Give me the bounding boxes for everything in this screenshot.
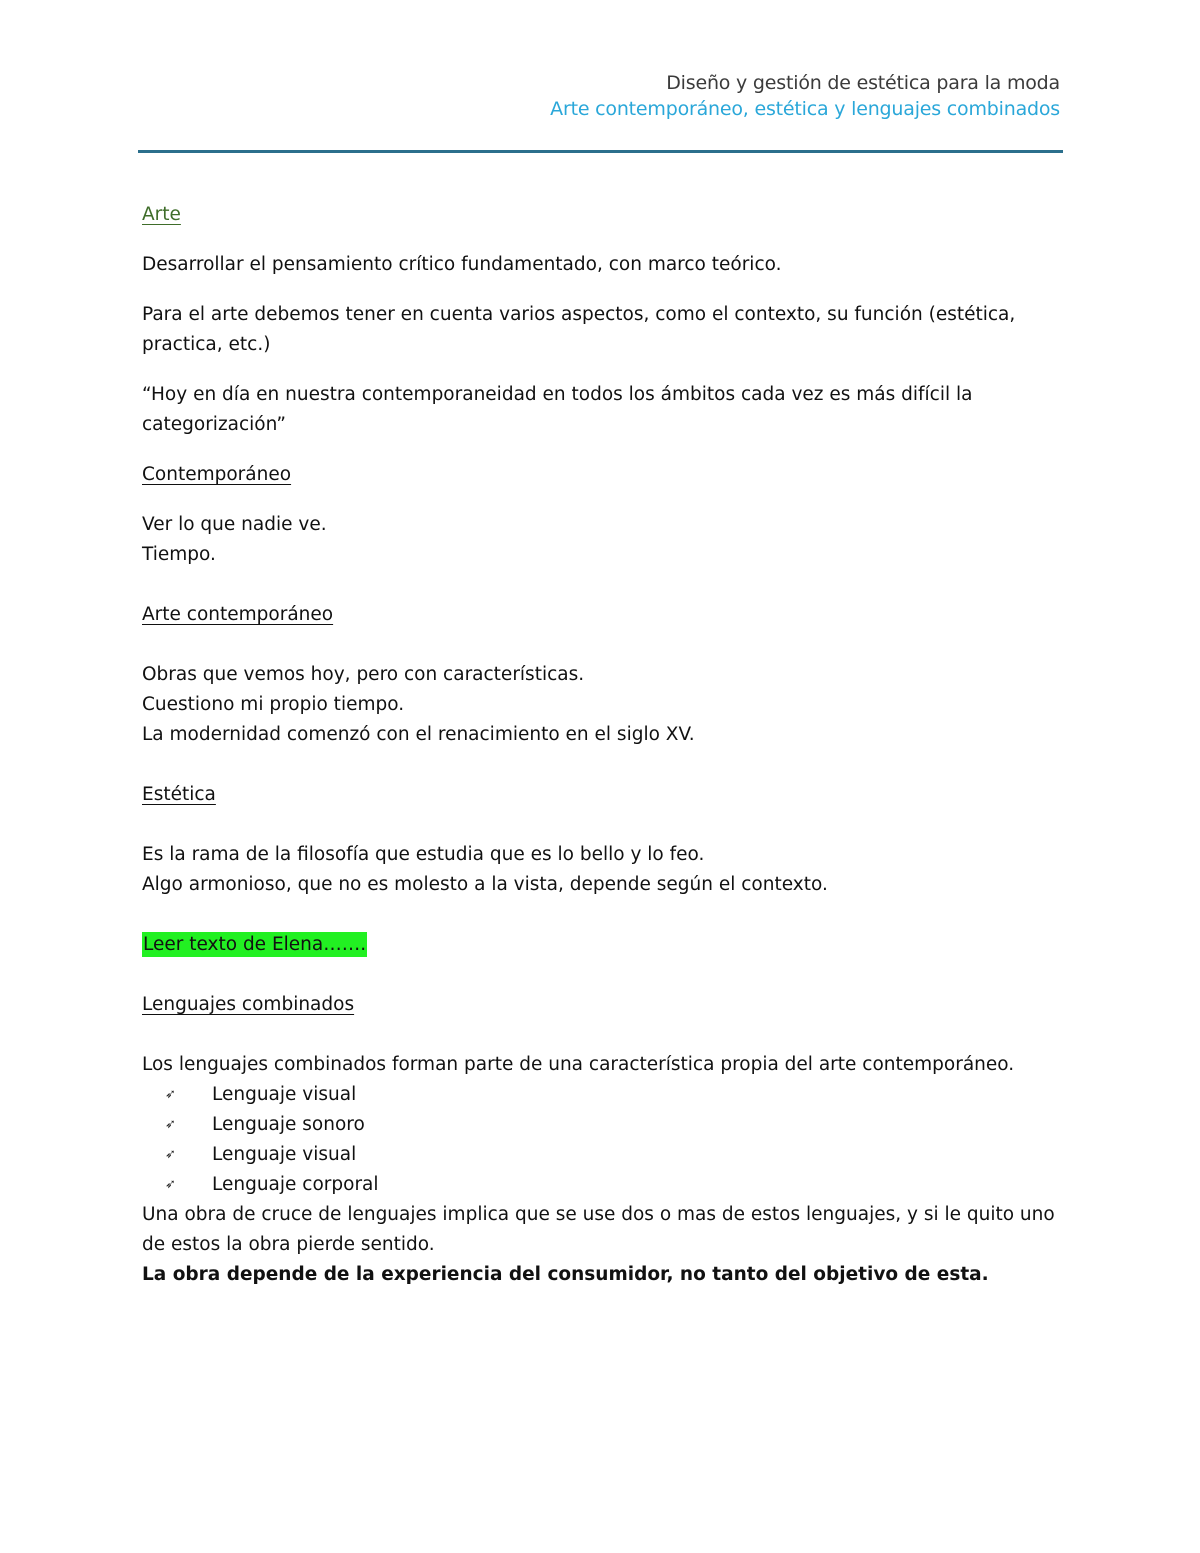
- arte-contemporaneo-line-3: La modernidad comenzó con el renacimiento en el siglo XV.: [142, 724, 695, 745]
- lenguajes-intro: Los lenguajes combinados forman parte de una característica propia del arte contemporáneo.: [142, 1054, 1015, 1075]
- header-divider: [138, 150, 1063, 153]
- lenguajes-explanation: Una obra de cruce de lenguajes implica que se use dos o mas de estos lenguajes, y si le quito uno de estos la obra pierde sentido.: [142, 1204, 1055, 1255]
- header-topic-title: Arte contemporáneo, estética y lenguajes combinados: [550, 98, 1060, 120]
- contemporaneo-line-2: Tiempo.: [142, 544, 216, 565]
- feather-arrow-icon: ➶: [165, 1177, 176, 1192]
- heading-estetica: Estética: [142, 784, 216, 805]
- lenguajes-conclusion: La obra depende de la experiencia del consumidor, no tanto del objetivo de esta.: [142, 1264, 989, 1285]
- heading-arte: Arte: [142, 204, 181, 225]
- list-item: [142, 1140, 1062, 1170]
- arte-contemporaneo-line-2: Cuestiono mi propio tiempo.: [142, 694, 405, 715]
- list-item: [142, 1170, 1062, 1200]
- paragraph-arte-2: Para el arte debemos tener en cuenta varios aspectos, como el contexto, su función (estética, practica, etc.): [142, 304, 1016, 355]
- paragraph-arte-quote: “Hoy en día en nuestra contemporaneidad en todos los ámbitos cada vez es más difícil la categorización”: [142, 384, 973, 435]
- page-header: [550, 70, 1060, 122]
- list-item-label: Lenguaje visual: [212, 1144, 357, 1165]
- arte-contemporaneo-line-1: Obras que vemos hoy, pero con características.: [142, 664, 585, 685]
- lenguajes-list: [142, 1080, 1062, 1200]
- heading-contemporaneo: Contemporáneo: [142, 464, 292, 485]
- list-item-label: Lenguaje corporal: [212, 1174, 379, 1195]
- list-item: [142, 1080, 1062, 1110]
- feather-arrow-icon: ➶: [165, 1147, 176, 1162]
- feather-arrow-icon: ➶: [165, 1087, 176, 1102]
- document-body: [142, 200, 1062, 1290]
- header-course-title: Diseño y gestión de estética para la moda: [666, 72, 1060, 94]
- estetica-line-1: Es la rama de la filosofía que estudia que es lo bello y lo feo.: [142, 844, 705, 865]
- contemporaneo-line-1: Ver lo que nadie ve.: [142, 514, 327, 535]
- highlighted-note: Leer texto de Elena…….: [143, 934, 367, 955]
- list-item-label: Lenguaje visual: [212, 1084, 357, 1105]
- paragraph-arte-1: Desarrollar el pensamiento crítico fundamentado, con marco teórico.: [142, 254, 782, 275]
- list-item: [142, 1110, 1062, 1140]
- feather-arrow-icon: ➶: [165, 1117, 176, 1132]
- heading-lenguajes-combinados: Lenguajes combinados: [142, 994, 355, 1015]
- heading-arte-contemporaneo: Arte contemporáneo: [142, 604, 334, 625]
- estetica-line-2: Algo armonioso, que no es molesto a la vista, depende según el contexto.: [142, 874, 828, 895]
- list-item-label: Lenguaje sonoro: [212, 1114, 365, 1135]
